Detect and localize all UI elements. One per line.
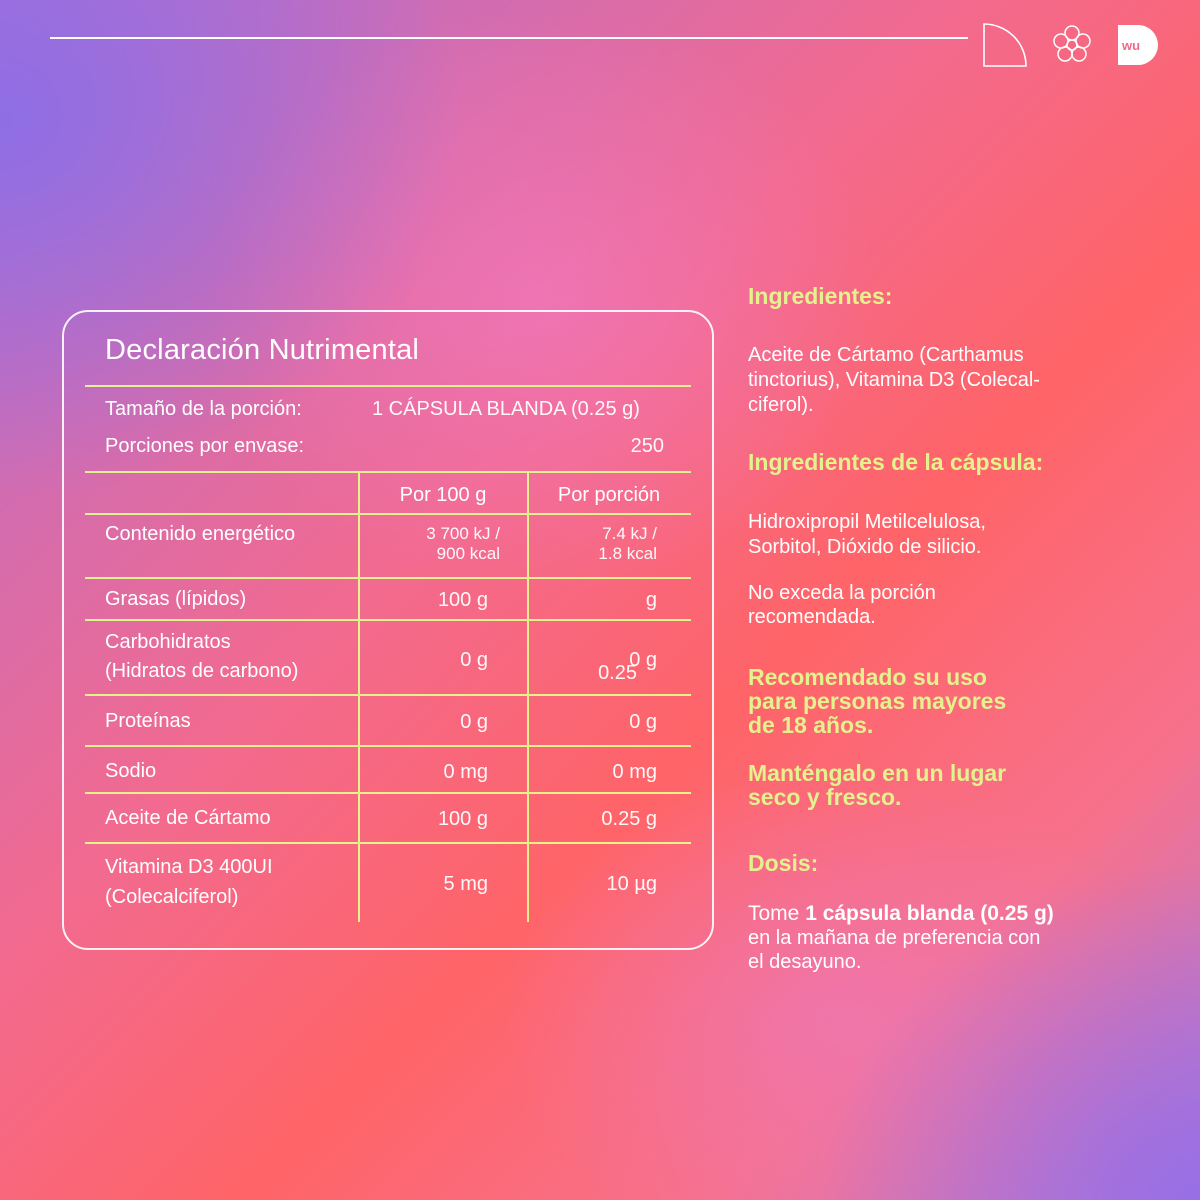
ingredients-heading: Ingredientes: [748,283,893,309]
storage-line-2: seco y fresco. [748,784,902,810]
row-label-carbs: Carbohidratos [105,631,231,653]
table-divider [85,577,691,579]
header-icons [982,22,1160,68]
energy-per100-kcal: 900 kcal [436,544,500,563]
logo-text: wu [1122,38,1141,53]
storage-line-1: Manténgalo en un lugar [748,760,1007,786]
proteins-portion: 0 g [629,711,657,733]
row-label-vitamin-sub: (Colecalciferol) [105,886,239,908]
ingredients-line-1: Aceite de Cártamo (Carthamus [748,344,1024,366]
table-divider [85,513,691,515]
capsule-line-1: Hidroxipropil Metilcelulosa, [748,511,986,533]
dose-line-2: en la mañana de preferencia con [748,927,1041,949]
fats-portion: g [645,589,657,611]
capsule-heading: Ingredientes de la cápsula: [748,449,1044,475]
dose-line-1 [748,901,1054,926]
dose-prefix: Tome [748,902,806,925]
row-label-proteins: Proteínas [105,710,191,732]
vitamin-per100: 5 mg [443,873,488,895]
warning-line-2: recomendada. [748,606,876,628]
fats-per100: 100 g [437,589,488,611]
column-header-portion: Por porción [557,484,661,506]
table-divider [85,694,691,696]
sodium-per100: 0 mg [443,761,488,783]
adults-line-1: Recomendado su uso [748,664,987,690]
ingredients-line-2: tinctorius), Vitamina D3 (Colecal- [748,369,1040,391]
carbs-portion: 0 g [629,649,657,671]
carbs-portion-overlap: 0.25 [598,662,637,684]
capsule-line-2: Sorbitol, Dióxido de silicio. [748,536,982,558]
energy-portion-kcal: 1.8 kcal [598,544,657,563]
column-header-100g: Por 100 g [399,484,487,506]
flower-icon [1050,23,1094,67]
row-label-vitamin: Vitamina D3 400UI [105,856,273,878]
sodium-portion: 0 mg [612,761,657,783]
warning-line-1: No exceda la porción [748,582,936,604]
servings-value: 250 [630,435,664,457]
table-divider [85,745,691,747]
oil-per100: 100 g [437,808,488,830]
vitamin-portion: 10 µg [606,873,657,895]
dose-line-3: el desayuno. [748,951,862,973]
ingredients-line-3: ciferol). [748,394,814,416]
dose-amount: 1 cápsula blanda (0.25 g) [805,902,1054,925]
servings-label: Porciones por envase: [105,435,305,457]
table-divider [85,792,691,794]
panel-title: Declaración Nutrimental [105,334,420,366]
energy-portion-kj: 7.4 kJ / [602,524,657,543]
adults-line-2: para personas mayores [748,688,1007,714]
energy-per100-kj: 3 700 kJ / [426,524,500,543]
serving-size-value: 1 CÁPSULA BLANDA (0.25 g) [372,398,640,420]
adults-line-3: de 18 años. [748,712,874,738]
header-divider [50,37,968,39]
serving-size-label: Tamaño de la porción: [105,398,302,420]
quarter-circle-icon [982,22,1028,68]
row-label-fats: Grasas (lípidos) [105,588,247,610]
row-label-oil: Aceite de Cártamo [105,807,271,829]
table-divider [85,471,691,473]
oil-portion: 0.25 g [601,808,657,830]
carbs-per100: 0 g [460,649,488,671]
row-label-carbs-sub: (Hidratos de carbono) [105,660,299,682]
table-divider [85,385,691,387]
proteins-per100: 0 g [460,711,488,733]
brand-logo [1116,23,1160,67]
table-divider [85,842,691,844]
row-label-energy: Contenido energético [105,523,296,545]
dose-heading: Dosis: [748,850,819,876]
row-label-sodium: Sodio [105,760,157,782]
table-divider [85,619,691,621]
